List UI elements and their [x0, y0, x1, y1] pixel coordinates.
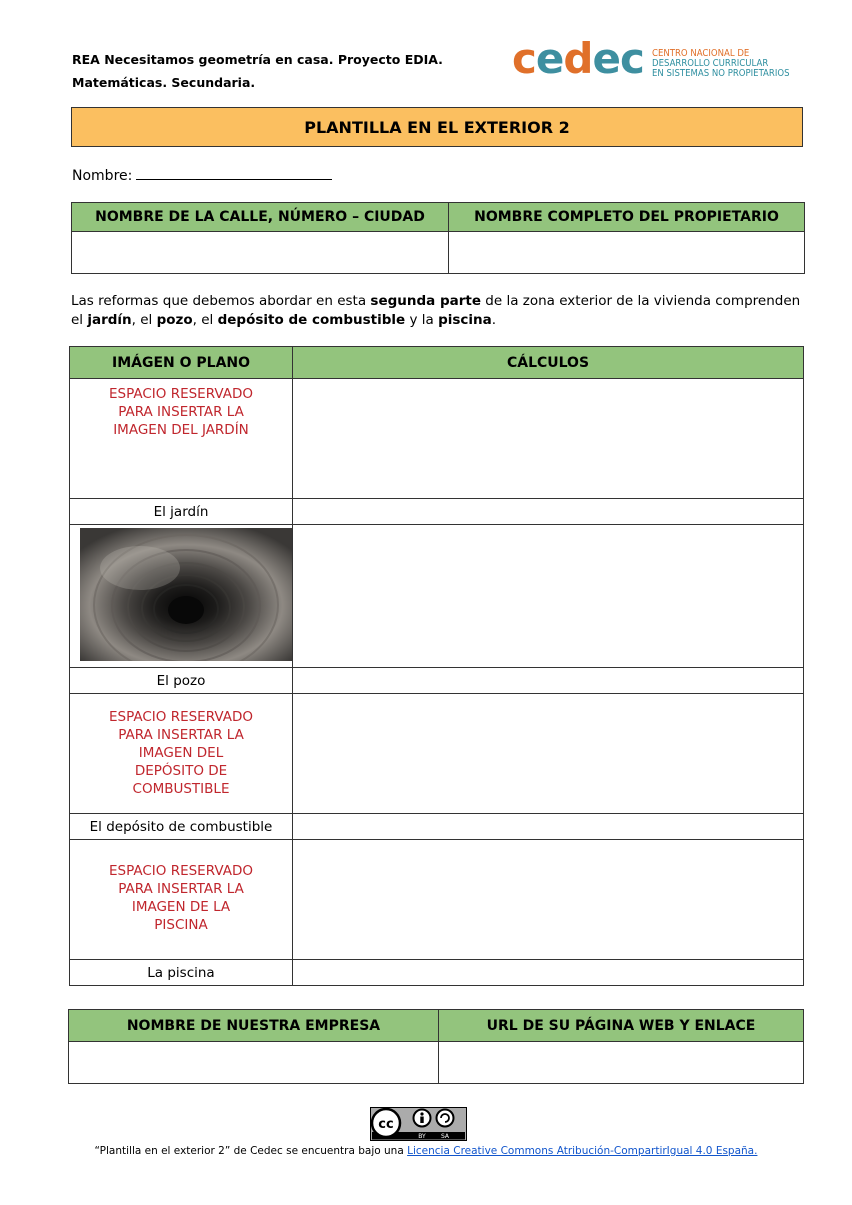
name-label: Nombre:	[72, 168, 133, 184]
svg-text:cc: cc	[378, 1117, 394, 1132]
svg-text:BY: BY	[418, 1133, 426, 1140]
logo-wordmark: cedec	[512, 34, 644, 83]
cc-by-sa-icon[interactable]	[370, 1107, 467, 1141]
fuel-tank-image-placeholder[interactable]: ESPACIO RESERVADO PARA INSERTAR LA IMAGEN DEL DEPÓSITO DE COMBUSTIBLE	[70, 694, 293, 814]
logo-subtitle: CENTRO NACIONAL DE DESARROLLO CURRICULAR EN SISTEMAS NO PROPIETARIOS	[652, 48, 790, 79]
license-text: “Plantilla en el exterior 2” de Cedec se encuentra bajo una	[94, 1145, 408, 1157]
pool-caption: La piscina	[70, 960, 293, 986]
image-plan-header: IMÁGEN O PLANO	[70, 347, 293, 379]
svg-text:SA: SA	[440, 1133, 450, 1140]
well-image-cell	[70, 525, 293, 668]
pool-image-placeholder[interactable]: ESPACIO RESERVADO PARA INSERTAR LA IMAGEN DE LA PISCINA	[70, 840, 293, 960]
garden-image-placeholder[interactable]: ESPACIO RESERVADO PARA INSERTAR LA IMAGEN DEL JARDÍN	[70, 379, 293, 499]
garden-caption-blank[interactable]	[293, 499, 804, 525]
header-line-2: Matemáticas. Secundaria.	[72, 75, 256, 90]
license-link[interactable]: Licencia Creative Commons Atribución-CompartirIgual 4.0 España.	[407, 1145, 758, 1157]
company-name-cell[interactable]	[69, 1042, 439, 1084]
intro-paragraph: Las reformas que debemos abordar en esta segunda parte de la zona exterior de la vivienda comprenden el jardín, el pozo, el depósito de combustible y la piscina.	[71, 293, 801, 328]
well-calculations-cell[interactable]	[293, 525, 804, 668]
calculations-table	[69, 346, 804, 986]
header-line-1: REA Necesitamos geometría en casa. Proyecto EDIA.	[72, 52, 443, 67]
cedec-logo	[512, 34, 812, 88]
license-footer	[0, 1145, 852, 1157]
fuel-tank-calculations-cell[interactable]	[293, 694, 804, 814]
well-caption-blank[interactable]	[293, 668, 804, 694]
street-header: NOMBRE DE LA CALLE, NÚMERO – CIUDAD	[72, 203, 449, 232]
owner-header: NOMBRE COMPLETO DEL PROPIETARIO	[449, 203, 805, 232]
company-url-cell[interactable]	[439, 1042, 804, 1084]
garden-caption: El jardín	[70, 499, 293, 525]
well-photo	[80, 528, 292, 661]
name-blank-line[interactable]	[136, 165, 332, 180]
name-field[interactable]	[72, 165, 332, 184]
company-table	[68, 1009, 804, 1084]
page-title: PLANTILLA EN EL EXTERIOR 2	[71, 107, 803, 147]
pool-calculations-cell[interactable]	[293, 840, 804, 960]
address-owner-table	[71, 202, 805, 274]
calculations-header: CÁLCULOS	[293, 347, 804, 379]
company-name-header: NOMBRE DE NUESTRA EMPRESA	[69, 1010, 439, 1042]
garden-calculations-cell[interactable]	[293, 379, 804, 499]
well-caption: El pozo	[70, 668, 293, 694]
fuel-tank-caption-blank[interactable]	[293, 814, 804, 840]
fuel-tank-caption: El depósito de combustible	[70, 814, 293, 840]
pool-caption-blank[interactable]	[293, 960, 804, 986]
owner-cell[interactable]	[449, 232, 805, 274]
street-cell[interactable]	[72, 232, 449, 274]
document-header	[72, 48, 443, 94]
company-url-header: URL DE SU PÁGINA WEB Y ENLACE	[439, 1010, 804, 1042]
